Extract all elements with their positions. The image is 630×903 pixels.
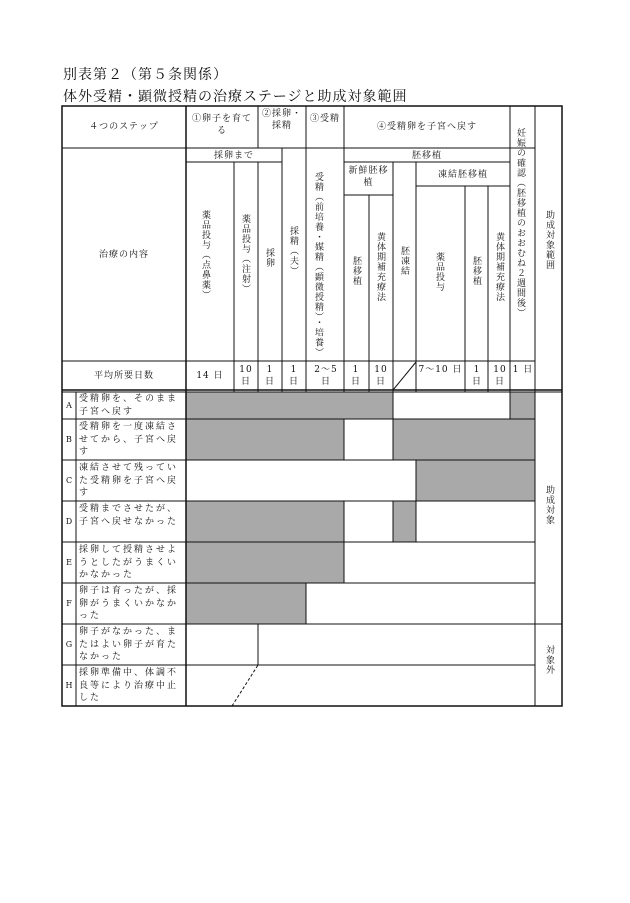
days-col9: 7～10 日 <box>418 365 463 375</box>
days-col6: 1 日 <box>350 365 361 387</box>
header-frozen-embryo: 凍結胚移植 <box>437 170 488 180</box>
col-frozen-transfer: 胚移植 <box>471 256 481 286</box>
days-col1: 14 日 <box>196 371 224 381</box>
bar-c-1 <box>416 460 535 501</box>
row-g-description: 卵子がなかった、またはよい卵子が育たなかった <box>79 627 179 662</box>
row-d-description: 受精までさせたが、子宮へ戻せなかった <box>79 504 179 527</box>
col-sperm-collection: 採精（夫） <box>288 226 298 276</box>
header-step3: ③受精 <box>309 114 340 124</box>
bar-b-1 <box>186 419 344 460</box>
bar-a-2 <box>510 392 535 419</box>
col-fresh-luteal: 黄体期補充療法 <box>375 232 385 302</box>
col-frozen-luteal: 黄体期補充療法 <box>494 232 504 302</box>
header-coverage-range: 助成対象範囲 <box>544 210 554 270</box>
document-heading: 別表第２（第５条関係） <box>63 67 228 83</box>
header-embryo-transfer: 胚移植 <box>411 151 442 161</box>
header-step2: ②採卵・採精 <box>261 109 302 131</box>
row-h-letter: H <box>65 681 73 690</box>
bar-d-1 <box>186 501 344 542</box>
header-pregnancy-check: 妊娠の確認（胚移植のおおむね２週間後） <box>515 128 525 318</box>
header-treatment-content: 治療の内容 <box>98 250 149 260</box>
label-covered: 助成対象 <box>544 485 554 525</box>
col-egg-retrieval: 採卵 <box>264 248 274 268</box>
header-step4: ④受精卵を子宮へ戻す <box>376 122 477 132</box>
row-f-letter: F <box>66 599 72 608</box>
row-e-description: 採卵して授精させようとしたがうまくいかなかった <box>79 545 179 580</box>
header-step1: ①卵子を育てる <box>191 114 252 136</box>
row-h-description: 採卵準備中、体調不良等により治療中止した <box>79 668 179 703</box>
col-fresh-transfer: 胚移植 <box>351 256 361 286</box>
row-a-description: 受精卵を、そのまま子宮へ戻す <box>79 394 179 417</box>
days-col3: 1 日 <box>264 365 275 387</box>
row-a-letter: A <box>66 401 72 410</box>
header-fresh-embryo: 新鮮胚移植 <box>348 166 389 188</box>
row-g-letter: G <box>65 640 73 649</box>
document-subheading: 体外受精・顕微授精の治療ステージと助成対象範囲 <box>63 89 408 105</box>
row-f-description: 卵子は育ったが、採卵がうまくいかなかった <box>79 586 179 621</box>
days-col12: 1 日 <box>512 365 534 375</box>
bar-b-2 <box>393 419 535 460</box>
days-col4: 1 日 <box>288 365 299 387</box>
header-until-retrieval: 採卵まで <box>213 151 254 161</box>
col-drug-nasal: 薬品投与（点鼻薬） <box>200 210 210 300</box>
bar-a-1 <box>186 392 393 419</box>
bar-f-1 <box>186 583 306 624</box>
label-not-covered: 対象外 <box>544 645 554 675</box>
row-c-letter: C <box>65 476 73 485</box>
days-col10: 1 日 <box>471 365 482 387</box>
row-e-letter: E <box>66 558 72 567</box>
header-average-days: 平均所要日数 <box>93 371 154 381</box>
col-fertilization: 受精（前培養・媒精（顕微授精）・培養） <box>313 172 323 358</box>
days-col5: 2～5 日 <box>314 365 338 387</box>
header-four-steps: ４つのステップ <box>89 122 159 132</box>
row-c-description: 凍結させて残っていた受精卵を子宮へ戻す <box>79 463 179 498</box>
row-b-letter: B <box>66 435 72 444</box>
col-drug-injection: 薬品投与（注射） <box>240 214 250 294</box>
col-embryo-freeze: 胚凍結 <box>399 246 409 276</box>
bar-e-1 <box>186 542 344 583</box>
row-d-letter: D <box>65 517 73 526</box>
row-b-description: 受精卵を一度凍結させてから、子宮へ戻す <box>79 422 179 457</box>
days-col2: 10 日 <box>239 365 253 387</box>
days-col11: 10 日 <box>493 365 507 387</box>
bar-d-2 <box>393 501 416 542</box>
col-frozen-drug: 薬品投与 <box>434 252 444 292</box>
days-col7: 10 日 <box>374 365 388 387</box>
